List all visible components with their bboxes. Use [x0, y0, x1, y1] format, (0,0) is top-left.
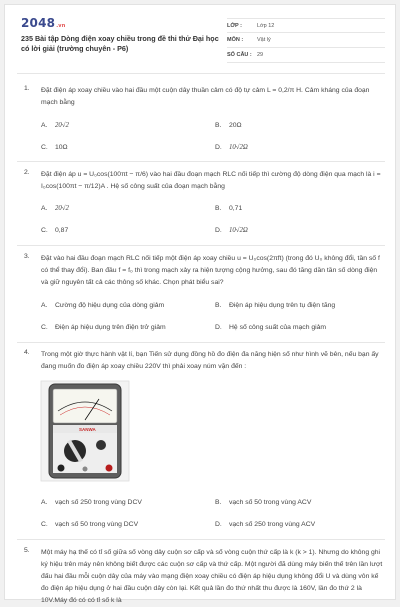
- question-text: Đặt vào hai đầu đoạn mạch RLC nối tiếp một điện áp xoay chiều u = U₀cos(2πft) (trong đó U₀ không đổi, tần số f có thể thay đổi). Ban đầu f = f₀ thì trong mạch xảy ra hiện tượng cộng hưởng, sau đó tăng dần tần số dòng điện và giữ nguyên tất cả các thông số khác. Chọn phát biểu sai?: [41, 255, 380, 286]
- document-page: [4, 4, 396, 604]
- option-c[interactable]: [41, 144, 68, 151]
- option-value: 10√2Ω: [229, 227, 248, 234]
- meta-value: Vật lý: [257, 37, 271, 43]
- logo-suffix: .vn: [56, 23, 66, 29]
- document-meta: [227, 18, 385, 63]
- header: [5, 5, 397, 69]
- option-value: vạch số 50 trong vùng DCV: [55, 521, 139, 528]
- meta-key: SỐ CÂU :: [227, 52, 252, 58]
- question-number: 1.: [24, 85, 30, 92]
- site-logo[interactable]: [21, 16, 66, 30]
- meta-value: Lớp 12: [257, 22, 275, 29]
- option-value: vạch số 250 trong vùng DCV: [55, 499, 142, 506]
- option-value: vạch số 250 trong vùng ACV: [229, 521, 316, 528]
- question-number: 4.: [24, 349, 30, 356]
- question-3: [21, 253, 385, 289]
- option-label: A.: [41, 499, 48, 506]
- question-number: 5.: [24, 547, 30, 554]
- option-label: B.: [215, 499, 222, 506]
- question-text: Trong một giờ thực hành vật lí, bạn Tiến sử dụng đồng hồ đo điện đa năng hiện số như hình vẽ bên, nếu bạn ấy đang muốn đo điện áp xoay chiều 220V thì phải xoay núm vặn đến :: [41, 351, 379, 370]
- option-value: 20√2: [55, 205, 69, 212]
- option-label: C.: [41, 144, 48, 151]
- option-b[interactable]: [215, 499, 311, 506]
- multimeter-brand: SANWA: [79, 427, 96, 432]
- option-d[interactable]: [215, 521, 315, 528]
- divider: [17, 73, 385, 74]
- option-label: D.: [215, 144, 222, 151]
- option-a[interactable]: [41, 205, 69, 212]
- meta-key: LỚP :: [227, 22, 242, 29]
- option-label: B.: [215, 122, 222, 129]
- question-5: [21, 547, 385, 607]
- logo-text: 2048: [21, 16, 56, 30]
- option-value: Cường độ hiệu dụng của dòng giảm: [55, 302, 165, 309]
- divider: [17, 342, 385, 343]
- option-d[interactable]: [215, 144, 248, 151]
- document-title: 235 Bài tập Dòng điện xoay chiều trong đề thi thử Đại học có lời giải (trường chuyên - P6): [21, 34, 219, 53]
- divider: [17, 161, 385, 162]
- question-1: [21, 85, 385, 109]
- meta-value: 29: [257, 52, 264, 58]
- option-label: B.: [215, 302, 222, 309]
- option-value: Hệ số công suất của mạch giảm: [229, 324, 327, 331]
- option-value: 20√2: [55, 122, 69, 129]
- option-a[interactable]: [41, 302, 164, 309]
- meta-row-subject: [227, 33, 385, 48]
- option-label: A.: [41, 302, 48, 309]
- question-number: 3.: [24, 253, 30, 260]
- option-value: Điện áp hiệu dụng trên điện trở giảm: [55, 324, 166, 331]
- option-b[interactable]: [215, 122, 242, 129]
- meta-row-class: [227, 18, 385, 33]
- option-d[interactable]: [215, 324, 326, 331]
- question-text: Một máy hạ thế có tỉ số giữa số vòng dây cuộn sơ cấp và số vòng cuộn thứ cấp là k (k > 1). Nhưng do không ghi ký hiệu trên máy nên không biết được các cuộn sơ cấp và thứ cấp. Một người đã dùng máy biến thế trên lần lượt đấu hai đầu mỗi cuộn dây của máy vào mạng điện xoay chiều có điện áp hiệu dụng không đổi U và dùng vôn kế đo điện áp hiệu dụng ở hai đầu cuộn dây còn lại. Kết quả lần đo thứ nhất thu được là 160V, lần đo thứ 2 là 10V.Máy đó có có tỉ số k là: [41, 549, 383, 604]
- option-value: vạch số 50 trong vùng ACV: [229, 499, 312, 506]
- option-label: D.: [215, 324, 222, 331]
- divider: [17, 245, 385, 246]
- option-c[interactable]: [41, 227, 68, 234]
- option-d[interactable]: [215, 227, 248, 234]
- option-label: A.: [41, 205, 48, 212]
- option-value: 0,87: [55, 227, 69, 234]
- option-label: D.: [215, 227, 222, 234]
- option-label: C.: [41, 227, 48, 234]
- option-label: C.: [41, 324, 48, 331]
- multimeter-image: [41, 381, 129, 481]
- question-2: [21, 169, 385, 193]
- option-c[interactable]: [41, 521, 138, 528]
- option-label: C.: [41, 521, 48, 528]
- option-value: 10Ω: [55, 144, 68, 151]
- meta-row-count: [227, 48, 385, 63]
- option-a[interactable]: [41, 122, 69, 129]
- question-text: Đặt điện áp xoay chiều vào hai đầu một cuộn dây thuần cảm có độ tự cảm L = 0,2/π H. Cảm kháng của đoạn mạch bằng: [41, 87, 370, 106]
- option-b[interactable]: [215, 302, 335, 309]
- question-4: [21, 349, 385, 373]
- option-label: A.: [41, 122, 48, 129]
- option-value: Điện áp hiệu dụng trên tụ điện tăng: [229, 302, 336, 309]
- option-value: 20Ω: [229, 122, 242, 129]
- option-c[interactable]: [41, 324, 166, 331]
- option-value: 0,71: [229, 205, 243, 212]
- option-b[interactable]: [215, 205, 242, 212]
- meta-key: MÔN :: [227, 37, 244, 43]
- option-label: D.: [215, 521, 222, 528]
- divider: [17, 539, 385, 540]
- option-label: B.: [215, 205, 222, 212]
- question-number: 2.: [24, 169, 30, 176]
- question-text: Đặt điện áp u = U₀cos(100πt − π/6) vào hai đầu đoạn mạch RLC nối tiếp thì cường độ dòng điện qua mạch là i = I₀cos(100πt − π/12)A . Hệ số công suất của đoạn mạch bằng: [41, 171, 381, 190]
- option-value: 10√2Ω: [229, 144, 248, 151]
- option-a[interactable]: [41, 499, 142, 506]
